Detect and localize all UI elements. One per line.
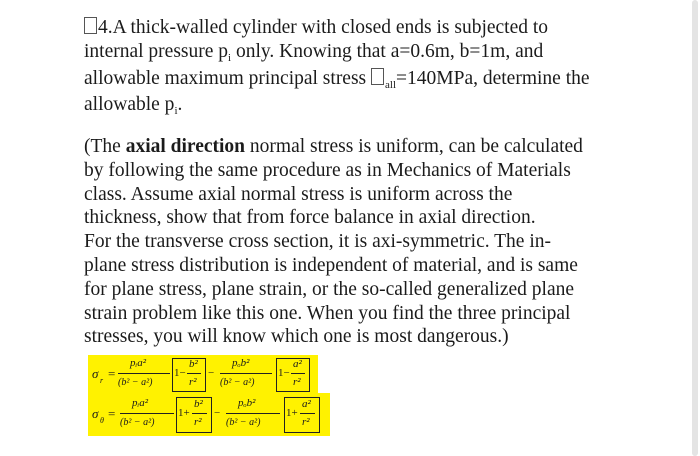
scrollbar[interactable]	[692, 0, 698, 456]
problem-statement: 4.A thick-walled cylinder with closed ends is subjected to internal pressure $p_i$ only. Knowing that a=0.6m, b=1m, and allowable maximum principal stress $_{all}$=140MPa, determine the allowable $p_i$.	[84, 17, 590, 118]
radial-stress-formula: σ r = pᵢa² (b² − a²) 1− b² r² − pₒb² (b² − a²) 1− a² r²	[88, 355, 318, 394]
hoop-stress-formula: σ θ = pᵢa² (b² − a²) 1+ b² r² − pₒb² (b² − a²) 1+ a² r²	[88, 393, 330, 436]
axial-note-paragraph: (The axial direction normal stress is uniform, can be calculated by following the same procedure as in Mechanics of Materials class. Assume axial normal stress is uniform across the thickness, show that from force balance in axial direction. For the transverse cross section, it is axi-symmetric. The in- plane stress distribution is independent of material, and is same for plane stress, plane strain, or the so-called generalized plane strain problem like this one. When you find the three principal stresses, you will know which one is most dangerous.)	[84, 136, 583, 348]
missing-glyph-box	[84, 17, 97, 34]
missing-glyph-box	[371, 68, 384, 85]
